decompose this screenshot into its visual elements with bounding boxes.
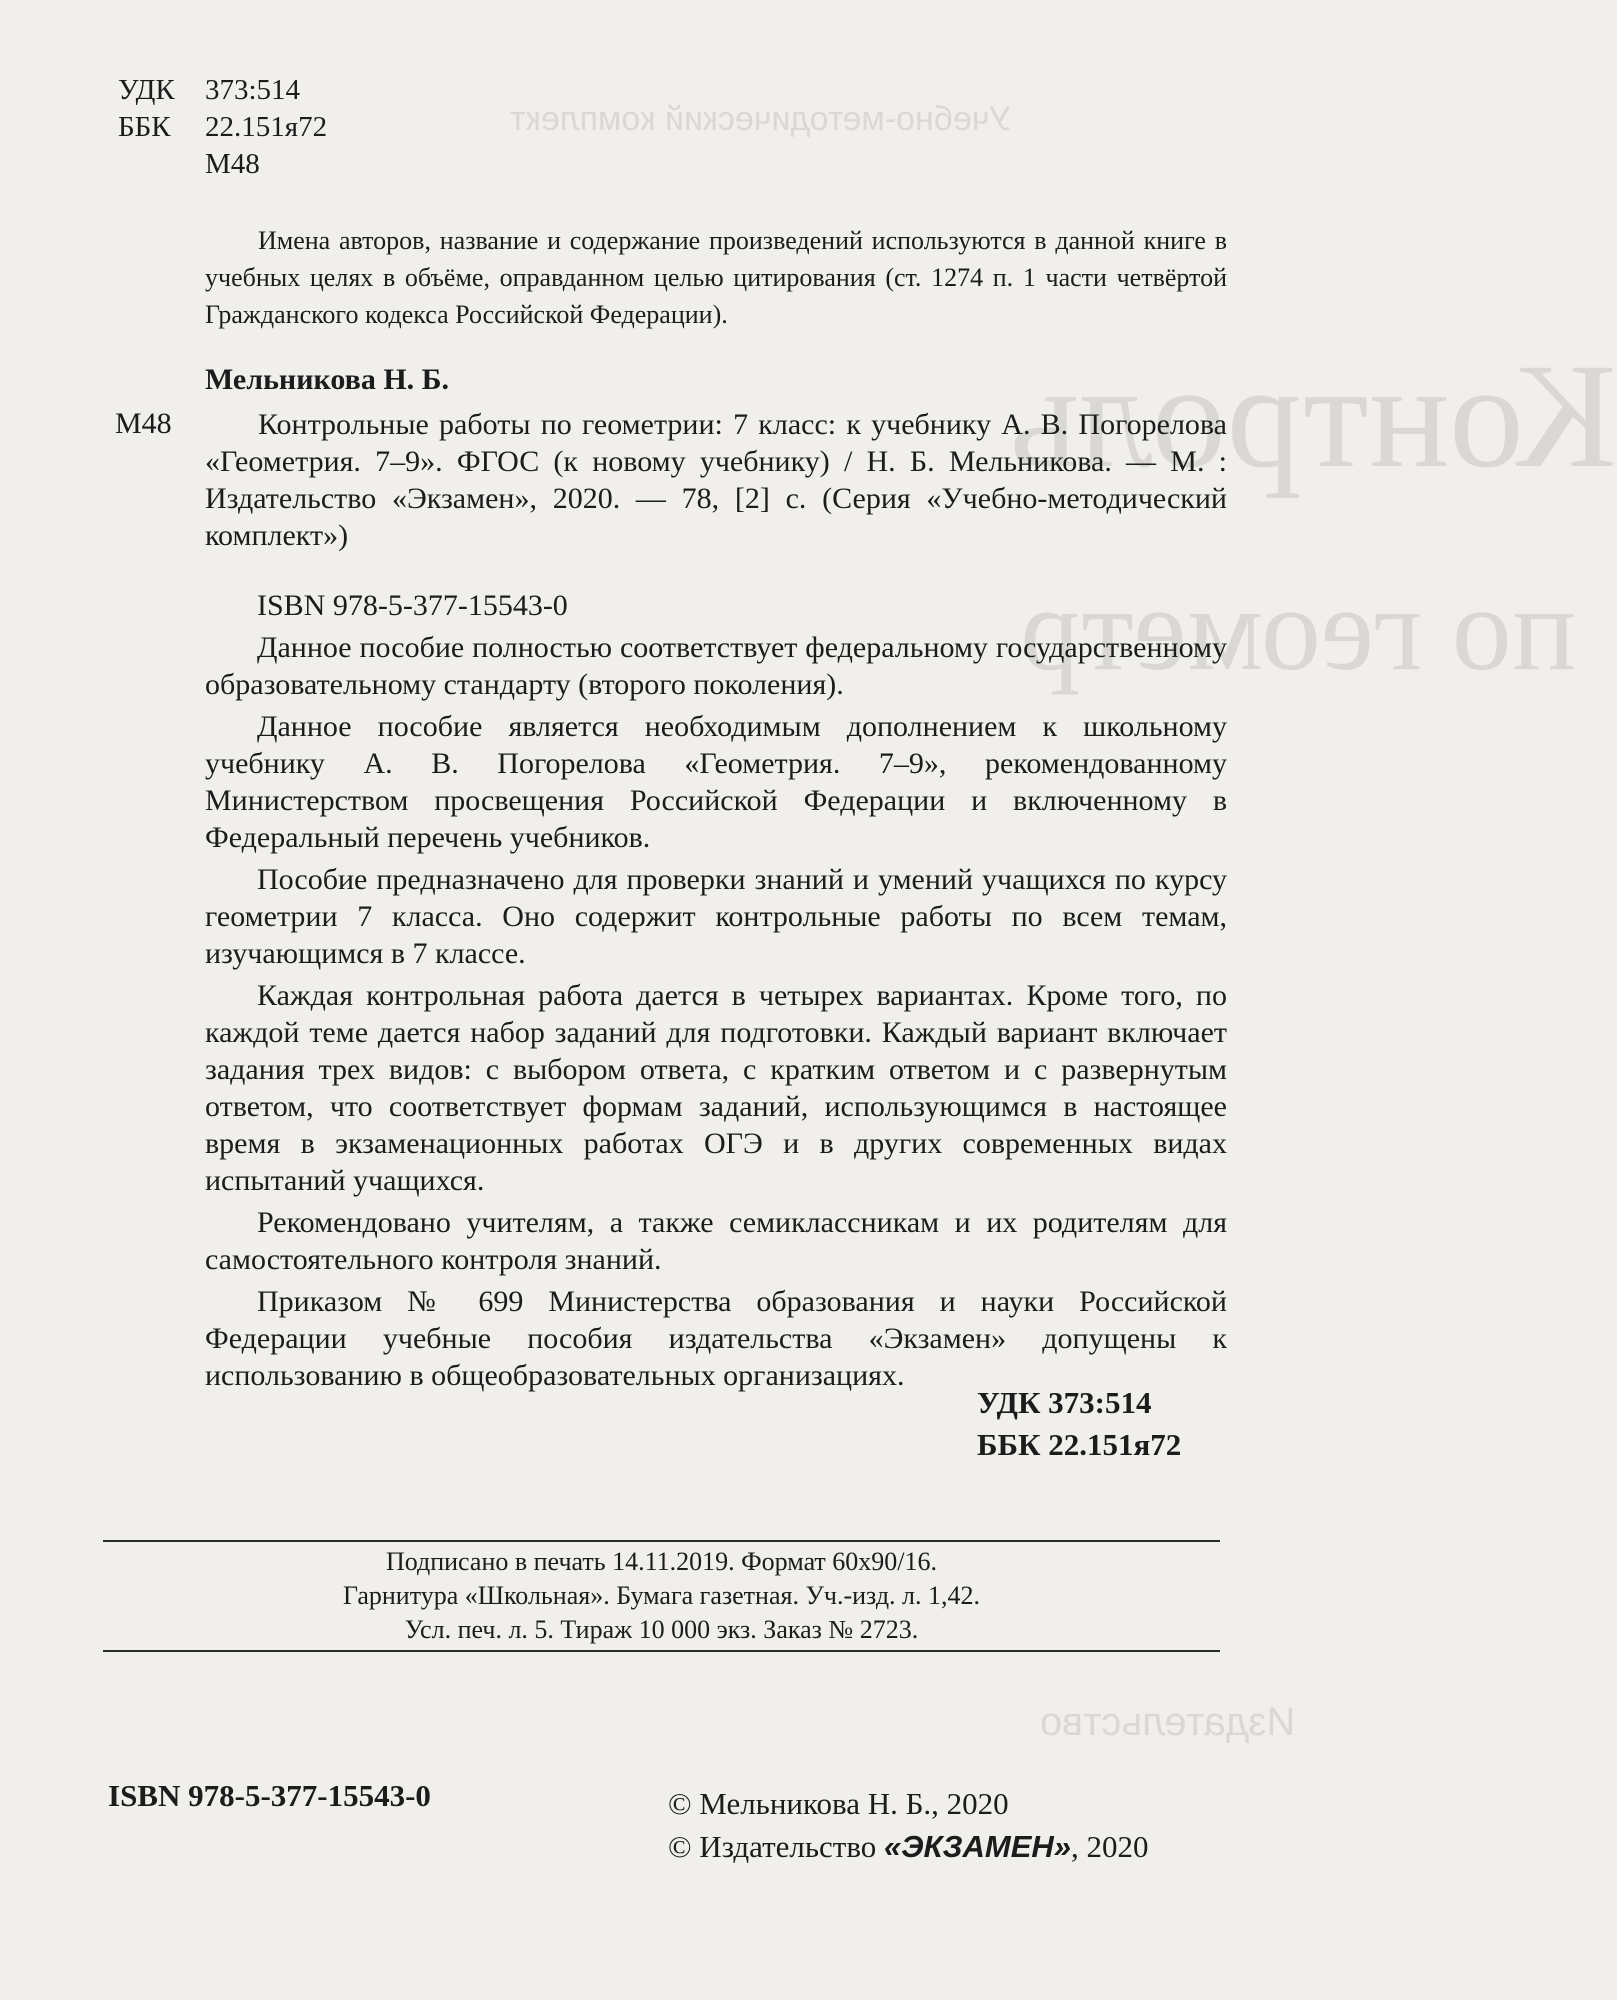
record-author: Мельникова Н. Б. [205,363,450,396]
copyright-block [668,1782,1149,1868]
annotation-paragraph: Данное пособие полностью соответствует федеральному государственному образовательному стандарту (второго поколения). [205,631,1227,701]
classification-codes [118,72,327,183]
udk-row [118,72,327,109]
bleed-through-title-1: Контроль [1010,333,1617,499]
bbk-code: ББК 22.151я72 [977,1427,1182,1462]
annotation-paragraph: Данное пособие является необходимым дополнением к школьному учебнику А. В. Погорелова «Геометрия. 7–9», рекомендованному Министерством просвещения Российской Федерации и включенному в Федеральный перечень учебников. [205,710,1227,854]
annotation-paragraph: Приказом № 699 Министерства образования и науки Российской Федерации учебные пособия издательства «Экзамен» допущены к использованию в общеобразовательных организациях. [205,1285,1227,1392]
bbk-row [118,109,327,146]
imprint-line: Подписано в печать 14.11.2019. Формат 60х90/16. [385,1547,938,1576]
annotation-paragraph: Пособие предназначено для проверки знаний и умений учащихся по курсу геометрии 7 класса. Оно содержит контрольные работы по всем темам, изучающимся в 7 классе. [205,863,1227,970]
bibliographic-description: Контрольные работы по геометрии: 7 класс: к учебнику А. В. Погорелова «Геометрия. 7–9». ФГОС (к новому учебнику) / Н. Б. Мельникова. — М. : Издательство «Экзамен», 2020. — 78, [2] с. (Серия «Учебно-методический комплект») [205,408,1227,552]
copyright-author: © Мельникова Н. Б., 2020 [668,1786,1009,1821]
udk-label: УДК [118,74,175,106]
copyright-publisher: © Издательство «ЭКЗАМЕН», 2020 [668,1829,1149,1864]
author-mark: М48 [205,148,260,180]
publisher-brand: «ЭКЗАМЕН» [884,1829,1072,1864]
imprint-block [103,1545,1220,1647]
annotation-paragraph: Каждая контрольная работа дается в четырех вариантах. Кроме того, по каждой теме дается набор заданий для подготовки. Каждый вариант включает задания трех видов: с выбором ответа, с кратким ответом и с развернутым ответом, что соответствует формам заданий, использующимся в настоящее время в экзаменационных работах ОГЭ и в других современных видах испытаний учащихся. [205,979,1227,1197]
bleed-through-title-2: по геометр [1020,562,1576,695]
imprint-line: Гарнитура «Школьная». Бумага газетная. Уч.-изд. л. 1,42. [342,1581,981,1610]
footer-isbn: ISBN 978-5-377-15543-0 [108,1778,431,1813]
record-isbn: ISBN 978-5-377-15543-0 [257,589,568,622]
bbk-value: 22.151я72 [205,111,328,143]
udk-code: УДК 373:514 [977,1385,1152,1420]
annotation [205,629,1227,1399]
classification-block [977,1382,1181,1466]
citation-notice: Имена авторов, название и содержание произведений используются в данной книге в учебных целях в объёме, оправданном целью цитирования (ст. 1274 п. 1 части четвёртой Гражданского кодекса Российской Федерации). [205,226,1227,329]
imprint-bottom-rule [103,1650,1220,1652]
imprint-top-rule [103,1540,1220,1542]
bbk-label: ББК [118,111,171,143]
bleed-through-series-banner: Учебно-методический комплект [510,100,1012,138]
udk-value: 373:514 [205,74,301,106]
bleed-through-publisher: Издательство [1040,1700,1296,1744]
author-mark-row [118,146,327,183]
annotation-paragraph: Рекомендовано учителям, а также семиклассникам и их родителям для самостоятельного контроля знаний. [205,1206,1227,1276]
imprint-line: Усл. печ. л. 5. Тираж 10 000 экз. Заказ № 2723. [404,1615,919,1644]
record-mark: М48 [115,407,172,440]
